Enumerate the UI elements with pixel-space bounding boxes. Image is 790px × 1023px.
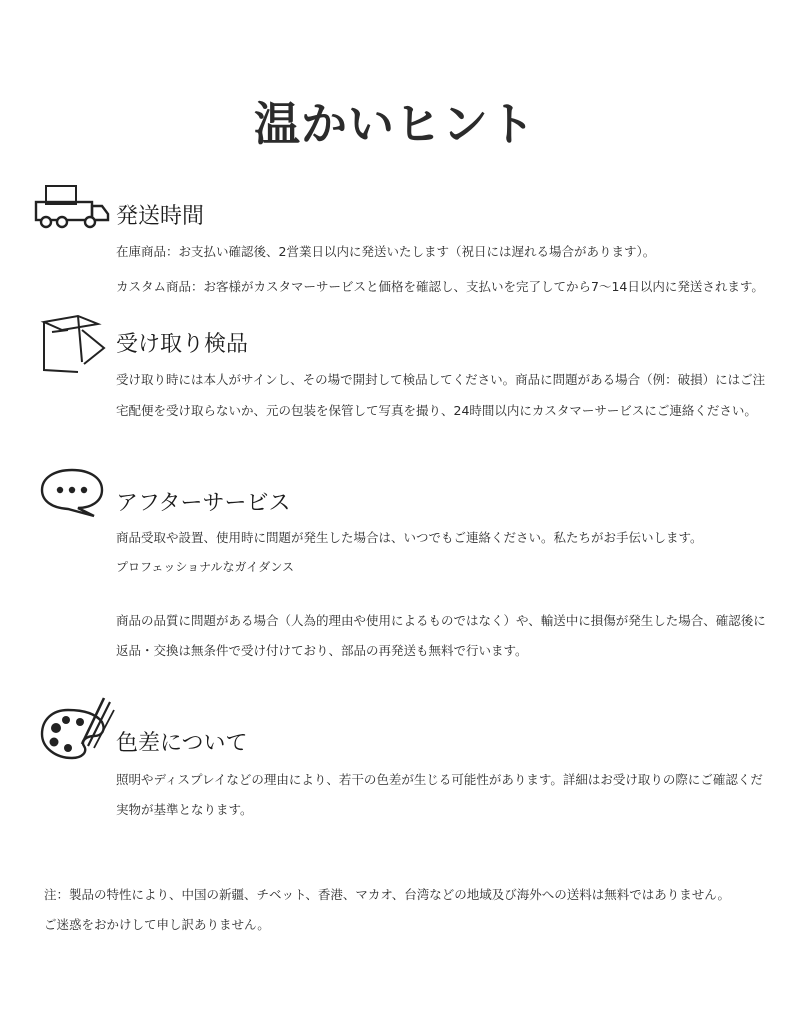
shipping-note-line-1: 注：製品の特性により、中国の新疆、チベット、香港、マカオ、台湾などの地域及び海外への送料は無料ではありません。 bbox=[44, 887, 731, 902]
section-heading-receiving: 受け取り検品 bbox=[116, 332, 249, 357]
shipping-line-1: 在庫商品：お支払い確認後、2営業日以内に発送いたします（祝日には遅れる場合があります）。 bbox=[116, 244, 656, 259]
color-difference-line-1: 照明やディスプレイなどの理由により、若干の色差が生じる可能性があります。詳細はお受け取りの際にご確認くだ bbox=[116, 772, 763, 787]
color-difference-line-2: 実物が基準となります。 bbox=[116, 802, 253, 817]
page-title: 温かいヒント bbox=[254, 97, 536, 151]
after-service-line-2: プロフェッショナルなガイダンス bbox=[116, 560, 294, 574]
receiving-line-2: 宅配便を受け取らないか、元の包装を保管して写真を撮り、24時間以内にカスタマーサービスにご連絡ください。 bbox=[116, 403, 757, 418]
section-heading-shipping: 発送時間 bbox=[116, 204, 205, 229]
after-service-line-1: 商品受取や設置、使用時に問題が発生した場合は、いつでもご連絡ください。私たちがお手伝いします。 bbox=[116, 530, 703, 545]
palette-icon bbox=[38, 692, 116, 764]
truck-icon bbox=[32, 182, 112, 230]
section-heading-after-service: アフターサービス bbox=[116, 491, 291, 516]
chat-bubble-icon bbox=[38, 466, 106, 518]
box-icon bbox=[38, 310, 108, 376]
shipping-line-2: カスタム商品：お客様がカスタマーサービスと価格を確認し、支払いを完了してから7〜14日以内に発送されます。 bbox=[116, 279, 764, 294]
after-service-line-3: 商品の品質に問題がある場合（人為的理由や使用によるものではなく）や、輸送中に損傷が発生した場合、確認後に bbox=[116, 613, 766, 628]
shipping-note-line-2: ご迷惑をおかけして申し訳ありません。 bbox=[44, 917, 270, 932]
receiving-line-1: 受け取り時には本人がサインし、その場で開封して検品してください。商品に問題がある場合（例：破損）にはご注 bbox=[116, 372, 766, 387]
section-heading-color-difference: 色差について bbox=[116, 731, 248, 756]
after-service-line-4: 返品・交換は無条件で受け付けており、部品の再発送も無料で行います。 bbox=[116, 643, 528, 658]
